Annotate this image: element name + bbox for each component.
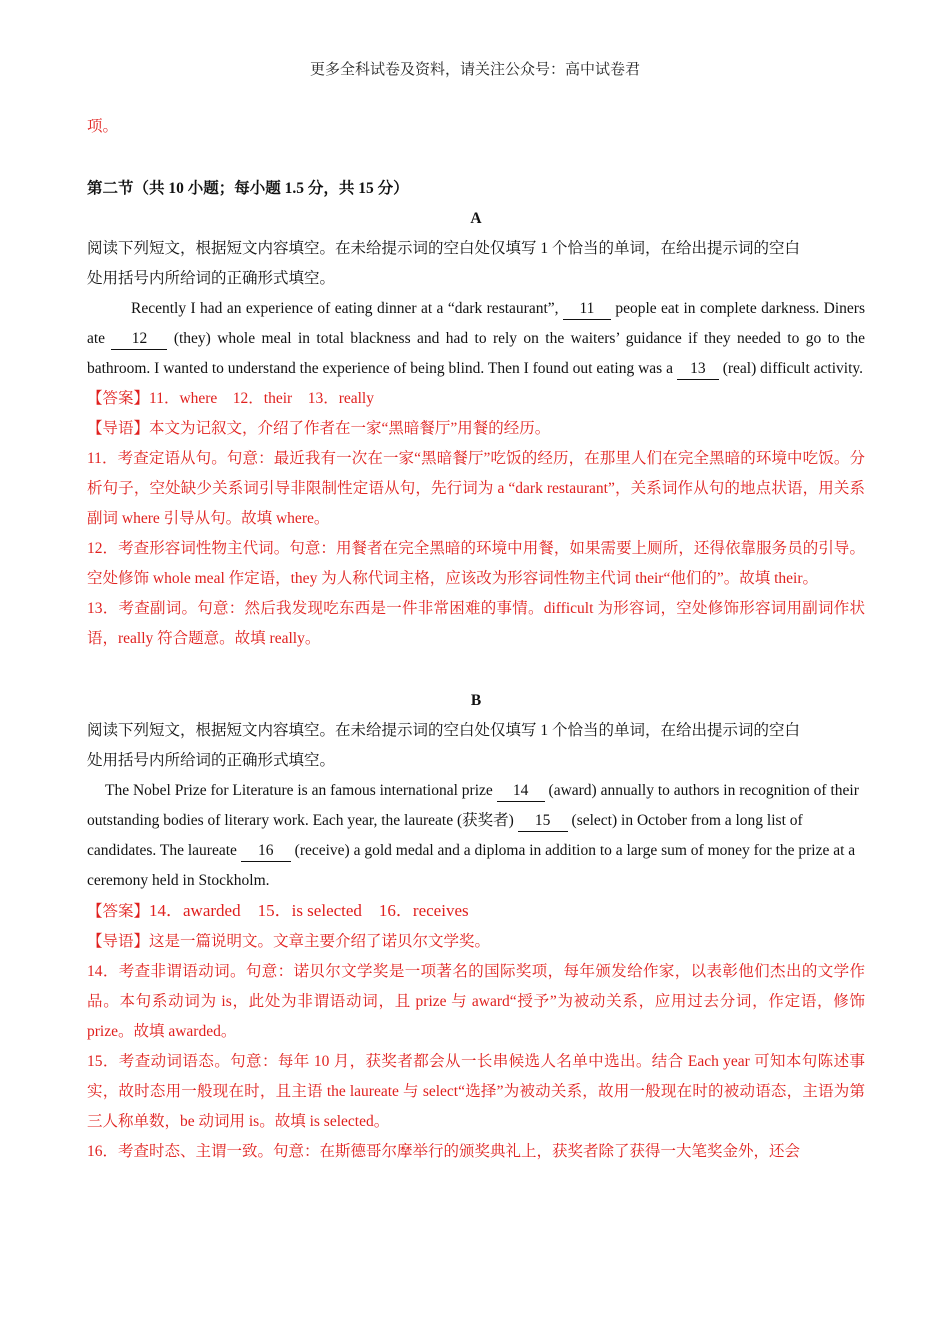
part-a-answer xyxy=(87,384,865,414)
passage-text: (award) annually to authors in recognition of their outstanding bodies of literary work. Each year, the laureate (获奖者) xyxy=(87,782,859,829)
part-b-label: B xyxy=(470,692,482,709)
answer-text: 14．awarded 15．is selected 16．receives xyxy=(149,901,469,920)
passage-text: people eat in complete darkness. Diners ate xyxy=(87,300,866,347)
explanation-14: 14．考查非谓语动词。句意：诺贝尔文学奖是一项著名的国际奖项，每年颁发给作家，以表彰他们杰出的文学作品。本句系动词为 is，此处为非谓语动词，且 prize 与 award“授予”为被动关系，应用过去分词，作定语，修饰 prize。故填 awarded。 xyxy=(87,963,865,1040)
blank-14: 14 xyxy=(497,781,545,802)
guide-label: 【导语】 xyxy=(87,420,150,437)
passage-text: (select) in October from a long list of candidates. The laureate xyxy=(87,812,803,859)
answer-text: 11．where 12．their 13．really xyxy=(149,390,374,407)
passage-text: Recently I had an experience of eating dinner at a “dark restaurant”, xyxy=(131,300,563,317)
explanation-15: 15．考查动词语态。句意：每年 10 月，获奖者都会从一长串候选人名单中选出。结合 Each year 可知本句陈述事实，故时态用一般现在时，且主语 the laureate 与 select“选择”为被动关系，故用一般现在时的被动语态，主语为第三人称单数，be 动词用 is。故填 is selected。 xyxy=(87,1053,865,1130)
blank-16: 16 xyxy=(241,841,291,862)
blank-12: 12 xyxy=(111,329,167,350)
section-title: 第二节（共 10 小题；每小题 1.5 分，共 15 分） xyxy=(87,180,409,197)
part-b-guide xyxy=(87,927,865,957)
answer-label: 【答案】 xyxy=(87,390,150,407)
part-b-instruction-line1: 阅读下列短文，根据短文内容填空。在未给提示词的空白处仅填写 1 个恰当的单词，在给出提示词的空白 xyxy=(87,722,801,739)
guide-text: 这是一篇说明文。文章主要介绍了诺贝尔文学奖。 xyxy=(149,933,491,950)
explanation-16: 16．考查时态、主谓一致。句意：在斯德哥尔摩举行的颁奖典礼上，获奖者除了获得一大笔奖金外，还会 xyxy=(87,1143,801,1160)
part-b-instruction-line2: 处用括号内所给词的正确形式填空。 xyxy=(87,752,336,769)
guide-text: 本文为记叙文，介绍了作者在一家“黑暗餐厅”用餐的经历。 xyxy=(149,420,551,437)
part-a-passage xyxy=(87,294,865,384)
previous-answer-tail: 项。 xyxy=(87,118,119,135)
explanation-13: 13．考查副词。句意：然后我发现吃东西是一件非常困难的事情。difficult 为形容词，空处修饰形容词用副词作状语，really 符合题意。故填 really。 xyxy=(87,600,865,647)
blank-13: 13 xyxy=(677,359,719,380)
passage-text: (receive) a gold medal and a diploma in addition to a large sum of money for the prize at a ceremony held in Stockholm. xyxy=(87,842,856,889)
part-b-passage xyxy=(87,776,865,896)
part-b-answer xyxy=(87,896,865,927)
answer-label: 【答案】 xyxy=(87,903,150,920)
part-a-instruction-line1: 阅读下列短文，根据短文内容填空。在未给提示词的空白处仅填写 1 个恰当的单词，在给出提示词的空白 xyxy=(87,240,801,257)
guide-label: 【导语】 xyxy=(87,933,150,950)
document-content xyxy=(87,112,865,1167)
passage-text: (they) whole meal in total blackness and had to rely on the waiters’ guidance if they needed to go to the bathroom. I wanted to understand the experience of being blind. Then I found out eating was a xyxy=(87,330,865,377)
part-a-label: A xyxy=(470,210,482,227)
part-a-guide xyxy=(87,414,865,444)
explanation-12: 12．考查形容词性物主代词。句意：用餐者在完全黑暗的环境中用餐，如果需要上厕所，还得依靠服务员的引导。空处修饰 whole meal 作定语，they 为人称代词主格，应该改为形容词性物主代词 their“他们的”。故填 their。 xyxy=(87,540,865,587)
passage-text: The Nobel Prize for Literature is an famous international prize xyxy=(105,782,497,799)
explanation-11: 11．考查定语从句。句意：最近我有一次在一家“黑暗餐厅”吃饭的经历，在那里人们在完全黑暗的环境中吃饭。分析句子，空处缺少关系词引导非限制性定语从句，先行词为 a “dark restaurant”，关系词作从句的地点状语，用关系副词 where 引导从句。故填 where。 xyxy=(87,450,865,527)
blank-15: 15 xyxy=(518,811,568,832)
page-header: 更多全科试卷及资料，请关注公众号：高中试卷君 xyxy=(309,62,640,78)
blank-11: 11 xyxy=(563,299,611,320)
part-a-instruction-line2: 处用括号内所给词的正确形式填空。 xyxy=(87,270,336,287)
passage-text: (real) difficult activity. xyxy=(718,360,864,377)
